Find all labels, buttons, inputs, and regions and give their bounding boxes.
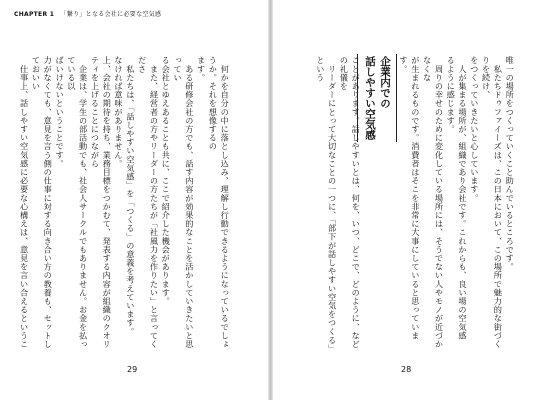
- body-column: 周りの幸せのために変化している場所には、そうでない人やモノが近づかなくな: [422, 56, 445, 349]
- right-intro-text: [399, 56, 527, 356]
- body-column: が生まれるものです。消費者はそこを非常に大事にしていると思っています。: [399, 56, 421, 340]
- chapter-title: 「繋り」となる会社に必要な空気感: [60, 11, 162, 18]
- left-body-text: [18, 56, 242, 350]
- right-page: [273, 0, 541, 400]
- chapter-header: [14, 9, 161, 18]
- body-column: ある研修会社の方でも、話す内容が効果的なことを活かしていきたいと思ってい: [173, 56, 195, 349]
- section-heading-box: [357, 54, 397, 142]
- body-column: ます。: [196, 56, 207, 82]
- body-column: なければ意味がありません。: [114, 56, 125, 168]
- page-number-left: 29: [127, 365, 138, 374]
- chapter-label: CHAPTER 1: [14, 11, 55, 18]
- body-column: 唯一の場所をつくっていくこと助んでいるところです。: [505, 56, 516, 271]
- body-column: また、経営者の方やリーダーの方たちが「社風力を作りたい」と言ってくださ: [137, 56, 160, 349]
- body-column: ばいけないということです。: [55, 56, 66, 168]
- body-column: るように感じます。: [446, 56, 457, 134]
- left-page: [0, 0, 268, 400]
- body-column: をつくっていきたいと心しています。: [469, 56, 480, 203]
- body-column: 仕事上、話しやすい空気感に必要な心構えは、意見を言い合えるというこ: [19, 64, 30, 349]
- body-column: 私たちドゥファイーズは、この日本において、この場所で魅力的な街づくりを続け、: [481, 56, 504, 349]
- body-column: 力がなくても、意見を言う側の仕事に対する向き合い方の教養も、セットしておいい: [31, 56, 54, 349]
- body-column: 私たちは、「話しやすい空気感」を「つくる」の意義を考えています。: [125, 56, 136, 336]
- body-column: リーダーにとって大切なことの一つに、「部下が話しやすい空気をつくる」という: [315, 56, 338, 353]
- body-column: る会社とゆえあることも共に、ここで紹介した機会があります。: [161, 56, 172, 306]
- page-number-right: 28: [401, 365, 412, 374]
- body-column: 人が集まる場所が、組織であり会社です。これからも、良い場の空気感: [458, 56, 469, 340]
- section-title: 企業内での 話しやすい空気感: [364, 56, 391, 140]
- body-column: ことがあります。話しやすいとは、何を、いつ、どこで、どのように、などの礼儀を: [339, 56, 362, 349]
- body-column: 企業は、学生の部活動でも、社会人サークルでもありません。お金を払っている以: [66, 56, 89, 349]
- body-column: 上、会社の期待を持ち、業務目標をつかむて、発表する内容が組織のクオリティを上げることにつながら: [90, 56, 113, 349]
- body-column: 何かを自分の中に落とし込み、理解し行動できるようになっているでしょうか。それを想像するの: [208, 56, 231, 349]
